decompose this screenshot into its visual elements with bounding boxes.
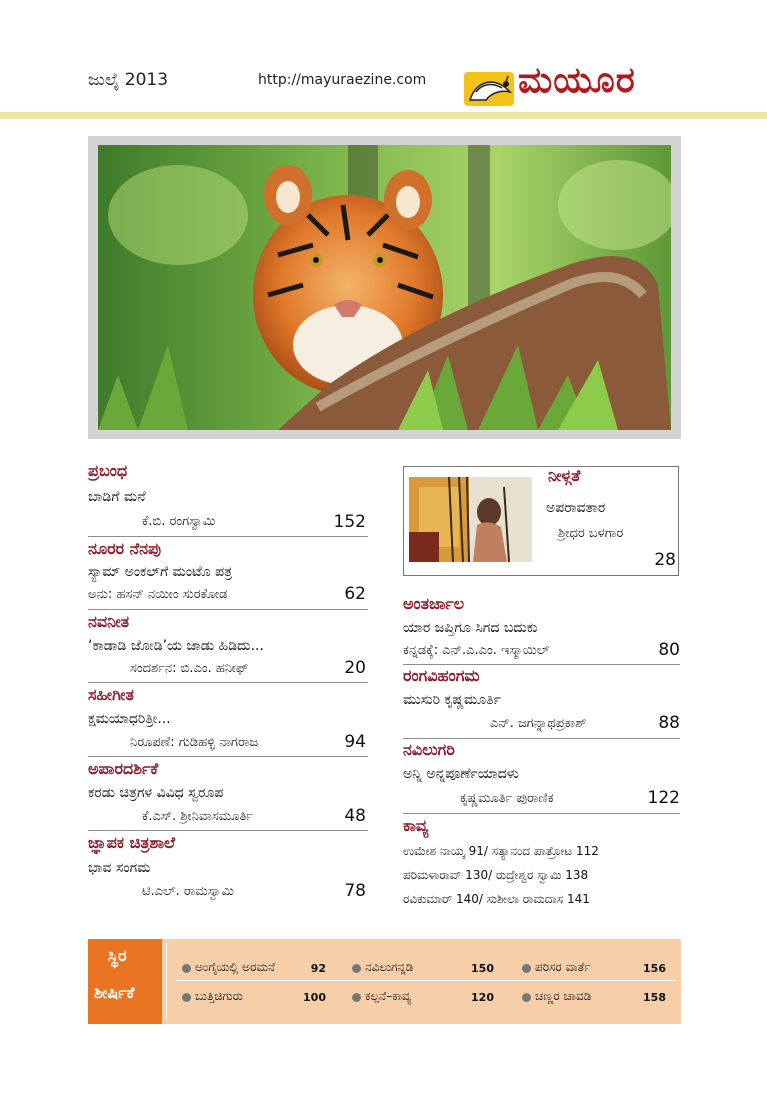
regular-columns-label-line2: ಶೀರ್ಷಿಕೆ: [94, 983, 135, 1002]
article-title[interactable]: ಕರಡು ಚಿತ್ರಗಳ ವಿವಿಧ ಸ್ವರೂಪ: [88, 785, 224, 801]
logo-text: ಮಯೂರ: [518, 60, 636, 101]
section-heading: ಪ್ರಬಂಧ: [88, 461, 128, 480]
divider: [176, 980, 676, 981]
section-heading: ಅಪಾರದರ್ಶಿಕೆ: [88, 759, 159, 778]
page-number: 152: [333, 512, 366, 532]
regular-column-page: 150: [471, 962, 494, 975]
issue-date: ಜುಲೈ 2013: [88, 70, 169, 90]
section-heading: ಸಹೀಗೀತ: [88, 685, 134, 704]
bullet-icon: [522, 964, 531, 973]
regular-column-page: 158: [643, 991, 666, 1004]
bullet-icon: [352, 993, 361, 1002]
page-number: 88: [658, 713, 680, 733]
featured-illustration: [409, 477, 532, 562]
divider: [88, 536, 368, 537]
article-title[interactable]: ಭಾವ ಸಂಗಮ: [88, 860, 151, 876]
section-heading: ನೂರರ ನೆನಪು: [88, 539, 162, 558]
regular-column-page: 100: [303, 991, 326, 1004]
page-number: 94: [344, 732, 366, 752]
article-title[interactable]: ಬಾಡಿಗೆ ಮನೆ: [88, 489, 146, 505]
section-heading: ಜ್ಞಾಪಕ ಚಿತ್ರಶಾಲೆ: [88, 833, 175, 852]
page-number: 20: [344, 658, 366, 678]
page-number: 80: [658, 640, 680, 660]
article-title[interactable]: ಅನ್ನಿ ಅನ್ನಪೂರ್ಣೆಯಾದಳು: [403, 766, 519, 782]
divider: [403, 664, 680, 665]
poetry-line[interactable]: ರವಿಕುಮಾರ್ 140/ ಸುಶೀಲಾ ರಾಮದಾಸ 141: [403, 892, 590, 906]
article-title[interactable]: ಯಾರ ಜಪ್ತಿಗೂ ಸಿಗದ ಬದುಕು: [403, 620, 538, 636]
article-title[interactable]: ಸ್ಯಾಮ್ ಅಂಕಲ್‌ಗೆ ಮಂಟೊ ಪತ್ರ: [88, 564, 233, 580]
divider: [88, 609, 368, 610]
regular-column-item[interactable]: ಕಲ್ಪನೆ–ಕಾವ್ಯ: [365, 989, 412, 1003]
regular-column-page: 156: [643, 962, 666, 975]
page-number: 78: [344, 881, 366, 901]
article-author: ಕನ್ನಡಕ್ಕೆ: ಎನ್.ಎ.ಎಂ. ಇಸ್ಮಾಯಿಲ್: [403, 643, 550, 658]
bullet-icon: [522, 993, 531, 1002]
featured-section-heading: ನೀಳ್ಗತೆ: [548, 466, 581, 485]
section-heading: ನವನೀತ: [88, 612, 130, 631]
tiger-photo: [98, 145, 671, 430]
section-heading: ಅಂತರ್ಜಾಲ: [403, 594, 465, 613]
page-number: 122: [647, 788, 680, 808]
article-author: ಕೆ.ಎಸ್. ಶ್ರೀನಿವಾಸಮೂರ್ತಿ: [142, 809, 254, 824]
article-title[interactable]: ಮುಸುರಿ ಕೃಷ್ಣಮೂರ್ತಿ: [403, 692, 501, 708]
section-heading: ಕಾವ್ಯ: [403, 816, 429, 835]
article-title[interactable]: ‘ಕಾಡಾಡಿ ಜೋಡಿ’ಯ ಜಾಡು ಹಿಡಿದು...: [88, 638, 264, 654]
featured-title[interactable]: ಅಪರಾವತಾರ: [546, 500, 606, 516]
section-heading: ನವಿಲುಗರಿ: [403, 740, 455, 759]
divider: [403, 738, 680, 739]
article-author: ಎನ್. ಜಗನ್ನಾಥಪ್ರಕಾಶ್: [490, 716, 587, 731]
article-author: ನಿರೂಪಣೆ: ಗುಡಿಹಳ್ಳಿ ನಾಗರಾಜ: [130, 735, 259, 750]
regular-column-page: 120: [471, 991, 494, 1004]
peacock-emblem-icon: [462, 62, 518, 110]
magazine-url[interactable]: http://mayuraezine.com: [258, 72, 427, 88]
regular-column-item[interactable]: ಬುತ್ತಿಚಿಗುರು: [195, 989, 243, 1003]
featured-page-number: 28: [654, 550, 676, 570]
section-heading: ರಂಗವಿಹಂಗಮ: [403, 666, 480, 685]
featured-author: ಶ್ರೀಧರ ಬಳಗಾರ: [558, 526, 624, 541]
article-author: ಸಂದರ್ಶನ: ಬಿ.ಎಂ. ಹನೀಫ್: [130, 661, 249, 676]
bullet-icon: [352, 964, 361, 973]
poetry-line[interactable]: ಉಮೇಶ ನಾಯ್ಕ 91/ ಸತ್ಯಾನಂದ ಪಾತ್ರೋಟ 112: [403, 844, 599, 858]
article-author: ಕೆ.ಬಿ. ರಂಗಸ್ವಾಮಿ: [142, 514, 216, 529]
divider: [88, 830, 368, 831]
article-author: ಅನು: ಹಸನ್ ನಯೀಂ ಸುರಕೋಡ: [88, 587, 228, 602]
header-rule: [0, 112, 767, 119]
divider: [166, 942, 167, 1020]
regular-column-page: 92: [310, 962, 326, 975]
page-number: 62: [344, 584, 366, 604]
divider: [88, 682, 368, 683]
article-author: ಕೃಷ್ಣಮೂರ್ತಿ ಪುರಾಣಿಕ: [460, 791, 554, 806]
divider: [403, 813, 680, 814]
regular-columns-label-line1: ಸ್ಥಿರ: [108, 946, 127, 965]
regular-columns-bar: [88, 939, 681, 1024]
poetry-line[interactable]: ಪರಿಮಳಾರಾವ್ 130/ ರುದ್ರೇಶ್ವರ ಸ್ವಾಮಿ 138: [403, 868, 589, 882]
page-number: 48: [344, 806, 366, 826]
regular-column-item[interactable]: ಪರಿಸರ ವಾರ್ತೆ: [535, 960, 591, 974]
bullet-icon: [182, 993, 191, 1002]
regular-column-item[interactable]: ನವಿಲುಗನ್ನಡಿ: [365, 960, 414, 974]
bullet-icon: [182, 964, 191, 973]
article-author: ಟಿ.ಎಲ್. ರಾಮಸ್ವಾಮಿ: [142, 884, 234, 899]
regular-column-item[interactable]: ಅಂಗೈಯಲ್ಲಿ ಅರಮನೆ: [195, 960, 276, 974]
article-title[interactable]: ಕ್ಷಮಯಾಧರಿತ್ರೀ...: [88, 711, 171, 727]
divider: [88, 756, 368, 757]
regular-column-item[interactable]: ಚಣ್ಣರ ಚಾವಡಿ: [535, 989, 592, 1003]
